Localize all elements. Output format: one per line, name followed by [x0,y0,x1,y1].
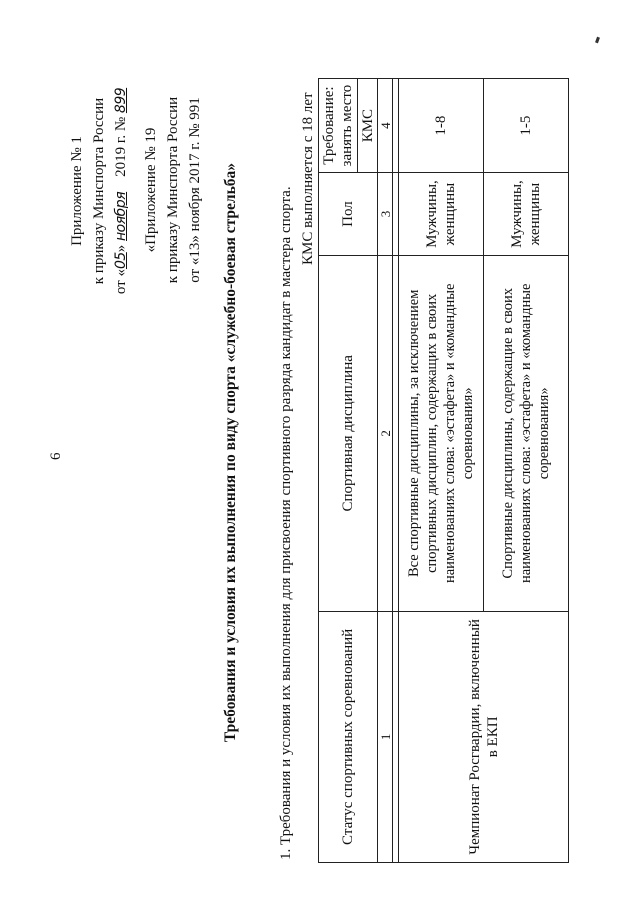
header-gender: Пол [319,173,378,256]
appendix-19-order: к приказу Минспорта России [165,96,181,284]
appendix-19-header [140,50,206,330]
appendix-19-title: «Приложение № 19 [143,127,159,253]
gender-cell: Мужчины, женщины [399,173,484,256]
header-kms: КМС [358,79,378,173]
handwritten-month: ноября [113,191,129,241]
table-row [399,79,484,863]
intro-paragraph: 1. Требования и условия их выполнения для присвоения спортивного разряда кандидат в мастера спорта. [278,186,294,860]
appendix-1-title: Приложение № 1 [69,136,85,246]
status-cell: Чемпионат Росгвардии, включенный в ЕКП [399,611,569,862]
header-discipline: Спортивная дисциплина [319,255,378,611]
appendix-19-date: от «13» ноября 2017 г. № 991 [187,97,203,283]
appendix-1-order: к приказу Минспорта России [91,97,107,285]
age-note: КМС выполняется с 18 лет [300,92,316,265]
discipline-cell: Спортивные дисциплины, содержащие в своих наименованиях слова: «эстафета» и «командные соревнования» [484,255,569,611]
handwritten-number: 899 [113,87,129,114]
appendix-1-date: от «05» ноября 2019 г. № 899 [113,87,129,295]
header-requirement: Требование: занять место [319,79,358,173]
ink-mark [595,37,600,44]
column-number-row [378,79,393,863]
requirements-table [318,78,569,863]
place-cell: 1-5 [484,79,569,173]
discipline-cell: Все спортивные дисциплины, за исключением спортивных дисциплин, содержащих в своих наименованиях слова: «эстафета» и «командные соревнования» [399,255,484,611]
appendix-1-header [66,61,132,321]
col-number: 3 [378,173,393,256]
table-header-row [319,79,358,863]
col-number: 4 [378,79,393,173]
page-number: 6 [48,452,64,460]
document-title: Требования и условия их выполнения по виду спорта «служебно-боевая стрельба» [222,162,239,743]
col-number: 1 [378,611,393,862]
col-number: 2 [378,255,393,611]
gender-cell: Мужчины, женщины [484,173,569,256]
handwritten-day: 05 [113,252,129,270]
header-status: Статус спортивных соревнований [319,611,378,862]
place-cell: 1-8 [399,79,484,173]
